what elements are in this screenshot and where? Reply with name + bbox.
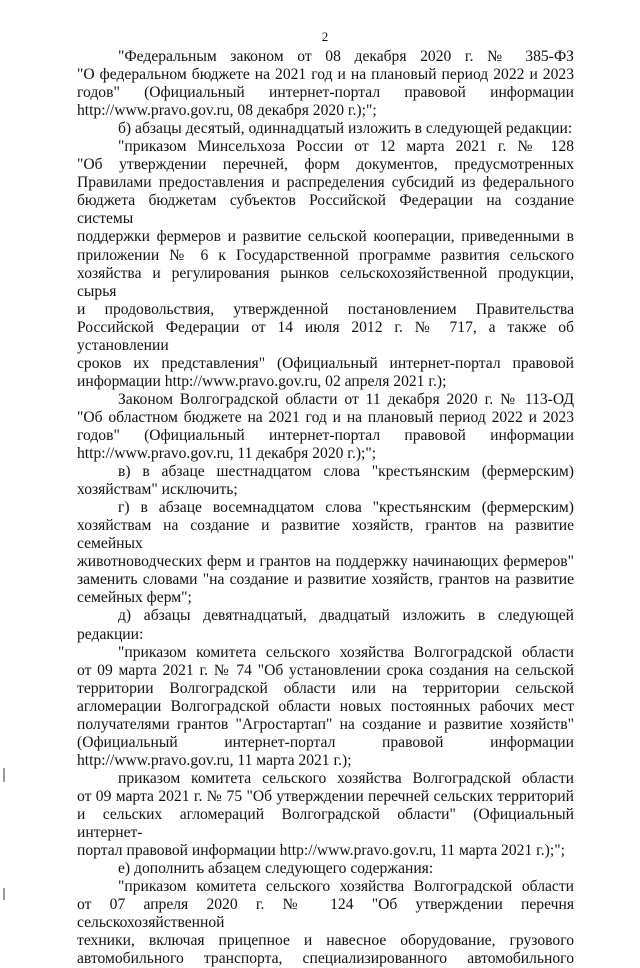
text-line: "Об областном бюджете на 2021 год и на плановый период 2022 и 2023 [77, 408, 574, 426]
scan-edge-mark [3, 768, 5, 782]
text-line: животноводческих ферм и грантов на поддержку начинающих фермеров" [77, 553, 574, 571]
text-line: техники, включая прицепное и навесное оборудование, грузового [77, 932, 574, 950]
text-line: http://www.pravo.gov.ru, 08 декабря 2020 г.);"; [77, 102, 377, 120]
text-line: (Официальный интернет-портал правовой информации [77, 733, 574, 751]
text-line: http://www.pravo.gov.ru, 11 марта 2021 г.); [77, 751, 352, 769]
text-line: заменить словами "на создание и развитие хозяйств, грантов на развитие [77, 571, 574, 589]
text-line: территории Волгоградской области или на территории сельской [77, 679, 574, 697]
text-line: хозяйства и регулирования рынков сельскохозяйственной продукции, сырья [77, 264, 574, 300]
text-line: приложении № 6 к Государственной программе развития сельского [77, 246, 574, 264]
text-line: Законом Волгоградской области от 11 декабря 2020 г. № 113-ОД [118, 390, 574, 408]
text-line: семейных ферм"; [77, 589, 192, 607]
text-line: Российской Федерации от 14 июля 2012 г. № 717, а также об установлении [77, 318, 574, 354]
text-line: б) абзацы десятый, одиннадцатый изложить в следующей редакции: [118, 120, 573, 138]
text-line: "Об утверждении перечней, форм документов, предусмотренных [77, 156, 574, 174]
text-line: агломерации Волгоградской области новых постоянных рабочих мест [77, 697, 574, 715]
page-number: 2 [321, 29, 329, 44]
text-line: хозяйствам на создание и развитие хозяйств, грантов на развитие семейных [77, 517, 574, 553]
text-line: http://www.pravo.gov.ru, 11 декабря 2020 г.);"; [77, 445, 377, 463]
text-line: "приказом Минсельхоза России от 12 марта 2021 г. № 128 [118, 138, 574, 156]
text-line: в) в абзаце шестнадцатом слова "крестьянским (фермерским) [118, 463, 574, 481]
text-line: "Федеральным законом от 08 декабря 2020 г. № 385-ФЗ [118, 48, 574, 65]
text-line: портал правовой информации http://www.pravo.gov.ru, 11 марта 2021 г.);"; [77, 842, 565, 860]
text-line: "приказом комитета сельского хозяйства Волгоградской области [118, 878, 574, 896]
text-line: г) в абзаце восемнадцатом слова "крестьянским (фермерским) [118, 499, 574, 517]
text-line: от 07 апреля 2020 г. № 124 "Об утверждении перечня сельскохозяйственной [77, 896, 574, 932]
text-line: сроков их представления" (Официальный интернет-портал правовой [77, 354, 574, 372]
text-line: "приказом комитета сельского хозяйства Волгоградской области [118, 643, 574, 661]
text-line: и продовольствия, утвержденной постановлением Правительства [77, 300, 574, 318]
document-body [77, 48, 574, 968]
text-line: "О федеральном бюджете на 2021 год и на плановый период 2022 и 2023 [77, 66, 574, 84]
text-line: приказом комитета сельского хозяйства Волгоградской области [118, 769, 574, 787]
text-line: Правилами предоставления и распределения субсидий из федерального [77, 174, 574, 192]
text-line: годов" (Официальный интернет-портал правовой информации [77, 426, 574, 444]
text-line: от 09 марта 2021 г. № 74 "Об установлении срока создания на сельской [77, 661, 574, 679]
text-line: редакции: [77, 625, 144, 643]
text-line: поддержки фермеров и развитие сельской кооперации, приведенными в [77, 228, 574, 246]
text-line: от 09 марта 2021 г. № 75 "Об утверждении перечней сельских территорий [77, 787, 574, 805]
text-line: автомобильного транспорта, специализированного автомобильного [77, 950, 574, 968]
text-line: информации http://www.pravo.gov.ru, 02 апреля 2021 г.); [77, 372, 447, 390]
scan-edge-mark [3, 888, 5, 900]
text-line: получателями грантов "Агростартап" на создание и развитие хозяйств" [77, 715, 574, 733]
text-line: хозяйствам" исключить; [77, 481, 238, 499]
text-line: е) дополнить абзацем следующего содержания: [118, 860, 434, 878]
text-line: бюджета бюджетам субъектов Российской Федерации на создание системы [77, 192, 574, 228]
text-line: д) абзацы девятнадцатый, двадцатый изложить в следующей [118, 607, 574, 625]
text-line: годов" (Официальный интернет-портал правовой информации [77, 84, 574, 102]
text-line: и сельских агломераций Волгоградской области" (Официальный интернет- [77, 805, 574, 842]
